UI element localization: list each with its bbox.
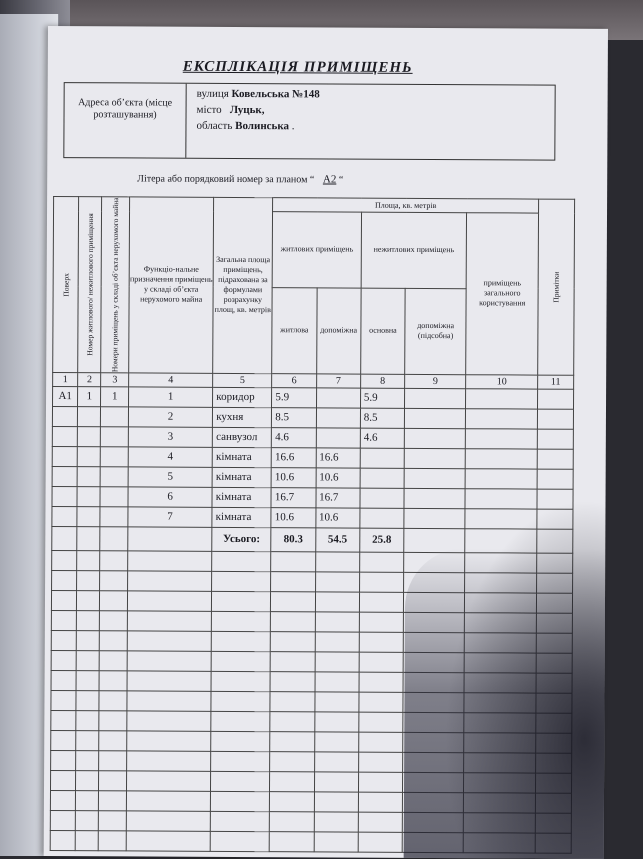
header-notes: Примітки [538,199,575,375]
table-row: А1 1 1 1 коридор 5.9 5.9 [53,386,574,409]
totals-label: Усього: [212,527,271,551]
city-value: Луцьк, [229,103,265,117]
table-row: 4 кімната 16.6 16.6 [52,446,573,469]
empty-row [51,590,572,613]
totals-living: 54.5 [315,528,359,552]
header-nonresidential-group: нежитлових приміщень [361,212,467,288]
header-residential-group: житлових приміщень [272,212,361,288]
table-row: 6 кімната 16.7 16.7 [52,486,573,509]
totals-row [52,526,573,553]
address-city-line [197,104,265,116]
empty-row [51,690,572,713]
address-region-line [196,120,294,133]
header-aux-basement: допоміжна (підсобна) [405,288,467,374]
header-auxiliary: допоміжна [316,288,361,374]
header-residential-number: Номер житлового/ нежитлового приміщення [78,197,102,373]
column-number: 1 [53,372,78,386]
empty-row [50,810,571,833]
empty-row [51,650,572,673]
empty-row [51,750,572,773]
column-number: 8 [360,374,404,388]
rooms-table [50,196,575,854]
empty-row [50,790,571,813]
empty-row [52,570,573,593]
empty-row [51,730,572,753]
region-suffix: . [291,120,295,133]
header-floor: Поверх [53,197,79,373]
empty-row [51,610,572,633]
column-number: 6 [272,373,316,387]
header-total-area: Загальна площа приміщень, підрахована за формулами розрахунку площ, кв. метрів [213,197,273,373]
column-number: 7 [316,374,360,388]
header-room-numbers: Номери приміщень у складі об’єкта нерухомого майна [101,197,129,373]
empty-row [50,830,571,853]
header-function: Функціо-нальне призначення приміщень у складі об’єкта нерухомого майна [129,197,214,373]
header-main: основна [361,288,406,374]
totals-total: 80.3 [271,527,315,551]
address-label: Адреса об’єкта (місце розташування) [64,83,186,158]
totals-main: 25.8 [360,528,404,552]
column-number: 11 [538,375,574,389]
document-sheet [44,26,608,859]
column-number: 2 [78,372,101,386]
column-number: 10 [466,375,538,389]
header-area-group: Площа, кв. метрів [273,198,539,213]
region-prefix: область [196,119,233,132]
empty-row [51,710,572,733]
city-prefix: місто [196,103,222,116]
table-body [50,386,573,853]
table-row: 2 кухня 8.5 8.5 [52,406,573,429]
header-common-use: приміщень загального користування [466,213,539,375]
plan-close: “ [338,174,344,186]
empty-row [51,670,572,693]
table-row: 7 кімната 10.6 10.6 [52,506,573,529]
column-number: 3 [101,373,128,387]
street-value: Ковельська №148 [231,87,320,101]
empty-row [51,630,572,653]
column-number: 4 [129,373,213,387]
column-number: 5 [213,373,272,387]
empty-row [50,770,571,793]
plan-text: Літера або порядковий номер за планом “ [137,173,315,186]
plan-reference [137,172,343,185]
street-prefix: вулиця [196,87,229,100]
address-box [63,82,555,161]
plan-letter: А2 [322,173,337,186]
column-number: 9 [405,374,466,388]
header-living: житлова [272,287,317,373]
address-street-line [197,88,320,101]
empty-row [52,550,573,573]
region-value: Волинська [235,119,290,133]
table-row: 3 санвузол 4.6 4.6 [52,426,573,449]
document-title: ЕКСПЛІКАЦІЯ ПРИМІЩЕНЬ [182,58,413,76]
table-row: 5 кімната 10.6 10.6 [52,466,573,489]
